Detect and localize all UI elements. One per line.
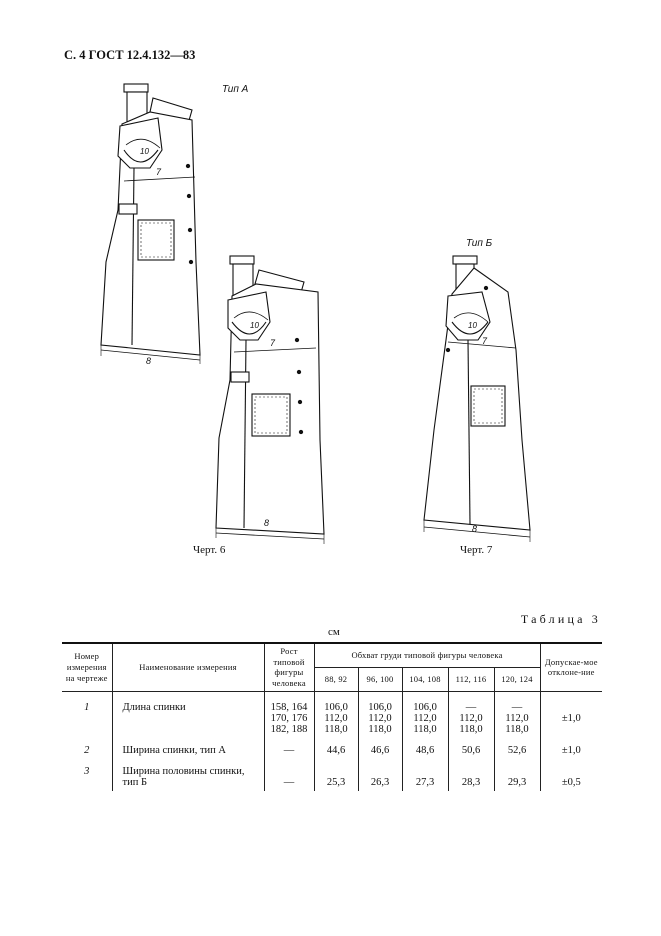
header-num: Номер измерения на чертеже bbox=[62, 643, 112, 691]
row-height: — bbox=[264, 743, 314, 764]
row-value: 28,3 bbox=[448, 764, 494, 791]
svg-text:8: 8 bbox=[146, 356, 152, 366]
table-row bbox=[62, 743, 602, 764]
row-num: 2 bbox=[62, 743, 112, 764]
table-row bbox=[62, 691, 602, 743]
row-tolerance: ±0,5 bbox=[540, 764, 602, 791]
row-value: 106,0 112,0 118,0 bbox=[402, 691, 448, 743]
row-height: — bbox=[264, 764, 314, 791]
type-a-label: Тип А bbox=[222, 84, 249, 95]
row-value: 46,6 bbox=[358, 743, 402, 764]
row-value: 25,3 bbox=[314, 764, 358, 791]
svg-text:10: 10 bbox=[140, 147, 149, 156]
table-title: Таблица 3 bbox=[520, 612, 601, 626]
caption-chert-6: Черт. 6 bbox=[193, 544, 226, 556]
row-value: 29,3 bbox=[494, 764, 540, 791]
header-size: 104, 108 bbox=[402, 667, 448, 691]
row-value: 52,6 bbox=[494, 743, 540, 764]
header-size: 88, 92 bbox=[314, 667, 358, 691]
svg-text:10: 10 bbox=[468, 321, 477, 330]
row-value: — 112,0 118,0 bbox=[448, 691, 494, 743]
caption-chert-7: Черт. 7 bbox=[460, 544, 493, 556]
row-value: 106,0 112,0 118,0 bbox=[314, 691, 358, 743]
header-tolerance: Допускае-мое отклоне-ние bbox=[540, 643, 602, 691]
header-size: 112, 116 bbox=[448, 667, 494, 691]
row-name: Ширина спинки, тип А bbox=[112, 743, 264, 764]
svg-text:7: 7 bbox=[156, 167, 162, 177]
measurements-table bbox=[62, 642, 602, 791]
table-unit: см bbox=[328, 626, 340, 638]
svg-text:8: 8 bbox=[264, 518, 270, 528]
row-tolerance: ±1,0 bbox=[540, 743, 602, 764]
row-value: 27,3 bbox=[402, 764, 448, 791]
row-value: — 112,0 118,0 bbox=[494, 691, 540, 743]
header-height: Рост типовой фигуры человека bbox=[264, 643, 314, 691]
row-name: Длина спинки bbox=[112, 691, 264, 743]
row-value: 106,0 112,0 118,0 bbox=[358, 691, 402, 743]
svg-text:7: 7 bbox=[482, 336, 488, 346]
svg-text:8: 8 bbox=[472, 524, 478, 534]
figure-type-b bbox=[424, 238, 530, 542]
row-value: 50,6 bbox=[448, 743, 494, 764]
row-value: 44,6 bbox=[314, 743, 358, 764]
row-height: 158, 164 170, 176 182, 188 bbox=[264, 691, 314, 743]
type-b-label: Тип Б bbox=[466, 238, 493, 249]
svg-text:7: 7 bbox=[270, 338, 276, 348]
row-value: 26,3 bbox=[358, 764, 402, 791]
row-value: 48,6 bbox=[402, 743, 448, 764]
svg-text:10: 10 bbox=[250, 321, 259, 330]
row-num: 3 bbox=[62, 764, 112, 791]
figure-type-a-front bbox=[101, 84, 249, 366]
figure-type-a-back bbox=[216, 256, 324, 544]
row-name: Ширина половины спинки, тип Б bbox=[112, 764, 264, 791]
header-name: Наименование измерения bbox=[112, 643, 264, 691]
row-num: 1 bbox=[62, 691, 112, 743]
header-size: 120, 124 bbox=[494, 667, 540, 691]
header-size: 96, 100 bbox=[358, 667, 402, 691]
header-girth: Обхват груди типовой фигуры человека bbox=[314, 643, 540, 667]
page-header: С. 4 ГОСТ 12.4.132—83 bbox=[64, 48, 196, 62]
row-tolerance: ±1,0 bbox=[540, 691, 602, 743]
table-row bbox=[62, 764, 602, 791]
